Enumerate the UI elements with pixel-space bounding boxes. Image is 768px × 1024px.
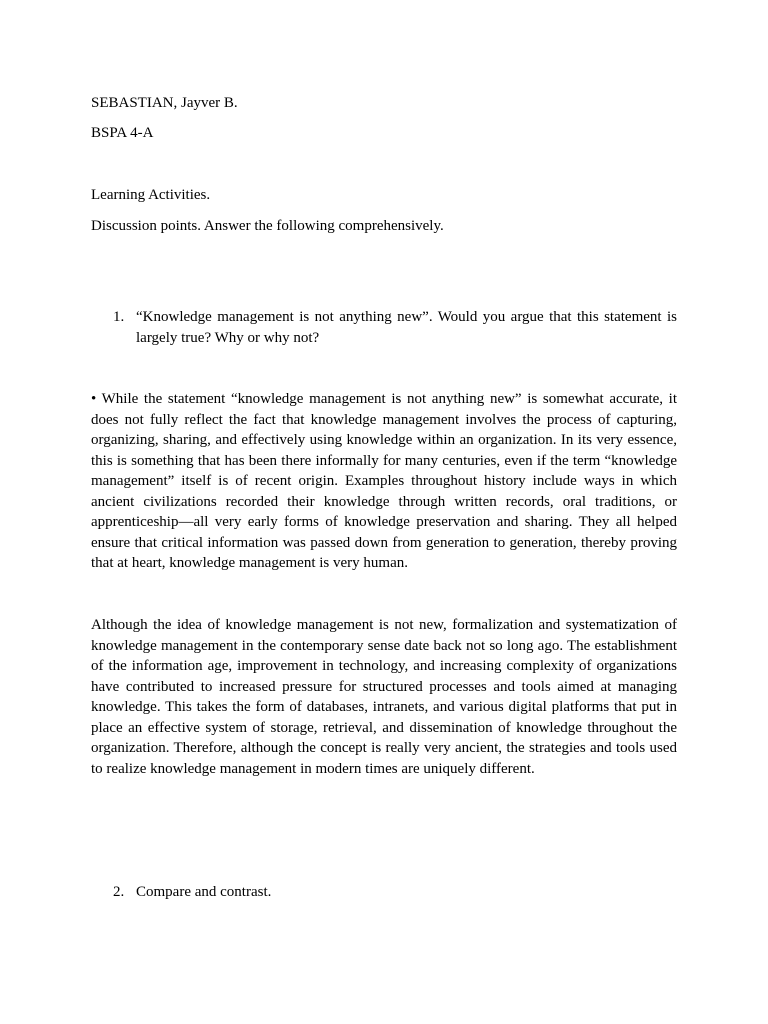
activities-title: Learning Activities. — [91, 187, 211, 203]
question-number: 2. — [113, 884, 125, 900]
question-2 — [113, 882, 677, 903]
class-section: BSPA 4-A — [91, 125, 154, 141]
instructions: Discussion points. Answer the following comprehensively. — [91, 218, 444, 234]
question-number: 1. — [113, 309, 125, 325]
answer-paragraph-1: • While the statement “knowledge management is not anything new” is somewhat accurate, it does not fully reflect the fact that knowledge management involves the process of capturing, organizing, sharing, and effectively using knowledge within an organization. In its very essence, this is something that has been there informally for many centuries, even if the term “knowledge management” itself is of recent origin. Examples throughout history include ways in which ancient civilizations recorded their knowledge through written records, oral traditions, or apprenticeship—all very early forms of knowledge preservation and sharing. They all helped ensure that critical information was passed down from generation to generation, thereby proving that at heart, knowledge management is very human. — [91, 391, 677, 571]
question-text: “Knowledge management is not anything new”. Would you argue that this statement is largely true? Why or why not? — [136, 309, 677, 346]
question-text: Compare and contrast. — [136, 884, 272, 900]
student-name: SEBASTIAN, Jayver B. — [91, 95, 238, 111]
question-1 — [113, 307, 677, 348]
answer-paragraph-2: Although the idea of knowledge management is not new, formalization and systematization of knowledge management in the contemporary sense date back not so long ago. The establishment of the information age, improvement in technology, and increasing complexity of organizations have contributed to increased pressure for structured processes and tools aimed at managing knowledge. This takes the form of databases, intranets, and various digital platforms that put in place an effective system of storage, retrieval, and dissemination of knowledge throughout the organization. Therefore, although the concept is really very ancient, the strategies and tools used to realize knowledge management in modern times are uniquely different. — [91, 617, 677, 777]
